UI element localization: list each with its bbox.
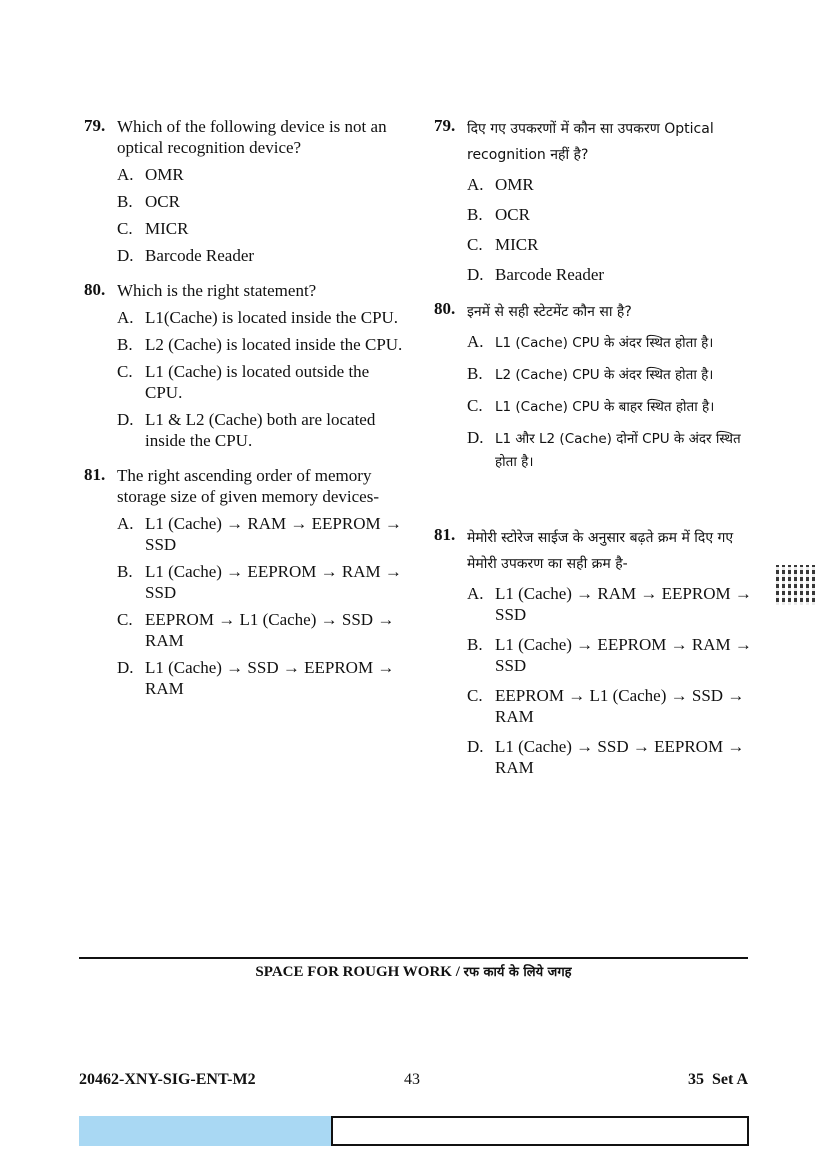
options-list — [467, 174, 754, 285]
rough-work-hindi: रफ कार्य के लिये जगह — [463, 965, 572, 980]
option-text: L1 (Cache) → EEPROM → RAM → SSD — [495, 635, 752, 675]
option-letter: B. — [117, 335, 133, 354]
question-text: The right ascending order of memory storage size of given memory devices- — [117, 466, 379, 506]
option-text: Barcode Reader — [495, 265, 605, 284]
option-d — [467, 736, 754, 778]
option-text: L1(Cache) is located inside the CPU. — [145, 308, 399, 327]
options-list — [467, 331, 754, 473]
question-81-hi — [434, 525, 754, 778]
option-d — [467, 427, 754, 473]
option-letter: A. — [467, 332, 484, 351]
option-letter: C. — [117, 362, 133, 381]
question-text: इनमें से सही स्टेटमेंट कौन सा है? — [467, 304, 632, 320]
hindi-column — [434, 116, 754, 792]
question-80-hi — [434, 299, 754, 473]
option-text: OCR — [495, 205, 530, 224]
option-a — [467, 174, 754, 195]
rough-work-label — [79, 962, 748, 981]
qr-code-icon — [776, 565, 816, 605]
question-number: 80. — [434, 299, 456, 318]
option-c — [117, 609, 404, 651]
option-c — [467, 395, 754, 418]
option-text: EEPROM → L1 (Cache) → SSD → RAM — [145, 610, 395, 650]
option-text: OCR — [145, 192, 180, 211]
option-a — [117, 307, 404, 328]
option-letter: C. — [117, 219, 133, 238]
option-d — [117, 245, 404, 266]
footer-empty-box — [331, 1116, 749, 1146]
option-a — [467, 583, 754, 625]
option-c — [467, 234, 754, 255]
option-text: L1 (Cache) → EEPROM → RAM → SSD — [145, 562, 402, 602]
option-letter: A. — [117, 308, 134, 327]
option-letter: D. — [467, 265, 484, 284]
english-column — [84, 116, 404, 713]
option-text: Barcode Reader — [145, 246, 255, 265]
option-text: L1 (Cache) → SSD → EEPROM → RAM — [495, 737, 745, 777]
option-a — [117, 513, 404, 555]
option-b — [467, 363, 754, 386]
page-number: 43 — [404, 1071, 420, 1088]
option-letter: C. — [117, 610, 133, 629]
option-letter: B. — [467, 364, 483, 383]
question-79-hi — [434, 116, 754, 285]
options-list — [467, 583, 754, 778]
option-text: L1 (Cache) CPU के बाहर स्थित होता है। — [495, 399, 715, 415]
set-name: Set A — [712, 1071, 748, 1088]
option-letter: C. — [467, 686, 483, 705]
question-number: 81. — [434, 525, 456, 544]
paper-code: 20462-XNY-SIG-ENT-M2 — [79, 1071, 256, 1088]
option-letter: C. — [467, 396, 483, 415]
option-b — [467, 204, 754, 225]
option-letter: B. — [117, 562, 133, 581]
option-letter: B. — [467, 635, 483, 654]
option-letter: C. — [467, 235, 483, 254]
question-80-en — [84, 280, 404, 451]
option-letter: A. — [467, 175, 484, 194]
option-a — [467, 331, 754, 354]
option-d — [467, 264, 754, 285]
option-b — [117, 334, 404, 355]
option-c — [117, 361, 404, 403]
option-letter: D. — [117, 658, 134, 677]
option-letter: D. — [467, 737, 484, 756]
option-b — [467, 634, 754, 676]
option-text: MICR — [145, 219, 189, 238]
option-letter: A. — [467, 584, 484, 603]
option-text: L2 (Cache) is located inside the CPU. — [145, 335, 403, 354]
footer-color-bar — [79, 1116, 331, 1146]
option-text: L1 (Cache) CPU के अंदर स्थित होता है। — [495, 335, 714, 351]
set-number: 35 — [688, 1071, 704, 1088]
question-81-en — [84, 465, 404, 699]
option-letter: B. — [117, 192, 133, 211]
option-text: OMR — [145, 165, 184, 184]
rough-work-divider — [79, 957, 748, 959]
option-c — [117, 218, 404, 239]
option-letter: D. — [467, 428, 484, 447]
option-text: L1 और L2 (Cache) दोनों CPU के अंदर स्थित होता है। — [495, 431, 741, 470]
option-text: OMR — [495, 175, 534, 194]
rough-work-english: SPACE FOR ROUGH WORK / — [255, 964, 464, 980]
spacer — [434, 487, 754, 525]
question-text: Which is the right statement? — [117, 281, 317, 300]
question-text: दिए गए उपकरणों में कौन सा उपकरण Optical recognition नहीं है? — [467, 121, 714, 163]
options-list — [117, 164, 404, 266]
option-letter: A. — [117, 165, 134, 184]
question-number: 79. — [84, 116, 106, 135]
option-text: L1 (Cache) → SSD → EEPROM → RAM — [145, 658, 395, 698]
option-letter: D. — [117, 246, 134, 265]
option-letter: B. — [467, 205, 483, 224]
question-number: 80. — [84, 280, 106, 299]
option-b — [117, 191, 404, 212]
option-a — [117, 164, 404, 185]
question-number: 79. — [434, 116, 456, 135]
question-text: मेमोरी स्टोरेज साईज के अनुसार बढ़ते क्रम में दिए गए मेमोरी उपकरण का सही क्रम है- — [467, 530, 734, 572]
option-text: MICR — [495, 235, 539, 254]
options-list — [117, 513, 404, 699]
question-number: 81. — [84, 465, 106, 484]
set-label — [688, 1071, 748, 1089]
option-text: L1 & L2 (Cache) both are located inside the CPU. — [145, 410, 376, 450]
options-list — [117, 307, 404, 451]
option-d — [117, 409, 404, 451]
option-text: L1 (Cache) → RAM → EEPROM → SSD — [145, 514, 402, 554]
option-text: L1 (Cache) → RAM → EEPROM → SSD — [495, 584, 752, 624]
option-c — [467, 685, 754, 727]
option-b — [117, 561, 404, 603]
option-text: L1 (Cache) is located outside the CPU. — [145, 362, 370, 402]
question-text: Which of the following device is not an optical recognition device? — [117, 117, 387, 157]
question-79-en — [84, 116, 404, 266]
option-letter: A. — [117, 514, 134, 533]
option-letter: D. — [117, 410, 134, 429]
option-d — [117, 657, 404, 699]
option-text: L2 (Cache) CPU के अंदर स्थित होता है। — [495, 367, 714, 383]
option-text: EEPROM → L1 (Cache) → SSD → RAM — [495, 686, 745, 726]
